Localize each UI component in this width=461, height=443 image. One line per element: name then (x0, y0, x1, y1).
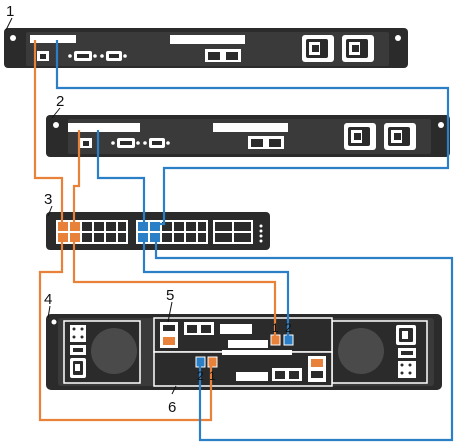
server-1-psu-left (302, 35, 334, 62)
storage-fan-left (91, 328, 137, 374)
server-1-label-slot (30, 35, 76, 43)
network-switch (46, 212, 270, 250)
lower-controller-port-2-label: 2 (197, 369, 204, 383)
storage-psu-left (64, 321, 140, 383)
callout-2: 2 (56, 93, 65, 110)
server-1-lan-ports (205, 49, 241, 62)
callout-6: 6 (168, 399, 177, 416)
controller-lower-port-2 (196, 357, 205, 367)
server-1-rack-hole-left (10, 35, 16, 41)
switch-port-orange-3 (58, 233, 68, 242)
server-2-ethernet-port (80, 138, 92, 148)
storage-array (46, 314, 442, 390)
server-2-label-slot-2 (213, 123, 288, 132)
server-1-psu-right (342, 35, 374, 62)
callout-4: 4 (44, 291, 53, 308)
switch-port-blue-4 (150, 233, 160, 242)
storage-rack-hole (52, 320, 57, 325)
server-1-rack-hole-right (395, 35, 401, 41)
callout-1: 1 (6, 3, 15, 20)
lower-controller-port-1-label: 1 (209, 369, 216, 383)
server-1-ethernet-port (37, 51, 49, 61)
controller-upper-sas-port (163, 337, 175, 345)
upper-controller-port-1-label: 1 (272, 321, 279, 335)
callout-5: 5 (166, 287, 175, 304)
controller-upper-port-2 (284, 335, 293, 345)
server-2-psu-right (384, 123, 416, 150)
controller-lower-port-1 (208, 357, 217, 367)
server-1 (4, 28, 408, 68)
storage-fan-right (338, 328, 384, 374)
switch-port-orange-4 (70, 233, 80, 242)
switch-port-blue-3 (138, 233, 148, 242)
server-2-psu-left (344, 123, 376, 150)
controller-lower-sas-port (311, 359, 323, 367)
upper-controller-port-2-label: 2 (285, 321, 292, 335)
controller-lower (154, 350, 332, 386)
server-2-rack-hole-right (438, 122, 444, 128)
server-1-label-slot-2 (170, 35, 245, 44)
server-2 (46, 115, 450, 157)
callout-3: 3 (44, 191, 53, 208)
switch-sfp-ports (213, 220, 253, 244)
controller-upper-port-1 (271, 335, 280, 345)
storage-psu-right (332, 321, 427, 383)
server-2-lan-ports (248, 136, 284, 149)
controller-upper (154, 318, 332, 352)
server-2-rack-hole-left (53, 122, 59, 128)
